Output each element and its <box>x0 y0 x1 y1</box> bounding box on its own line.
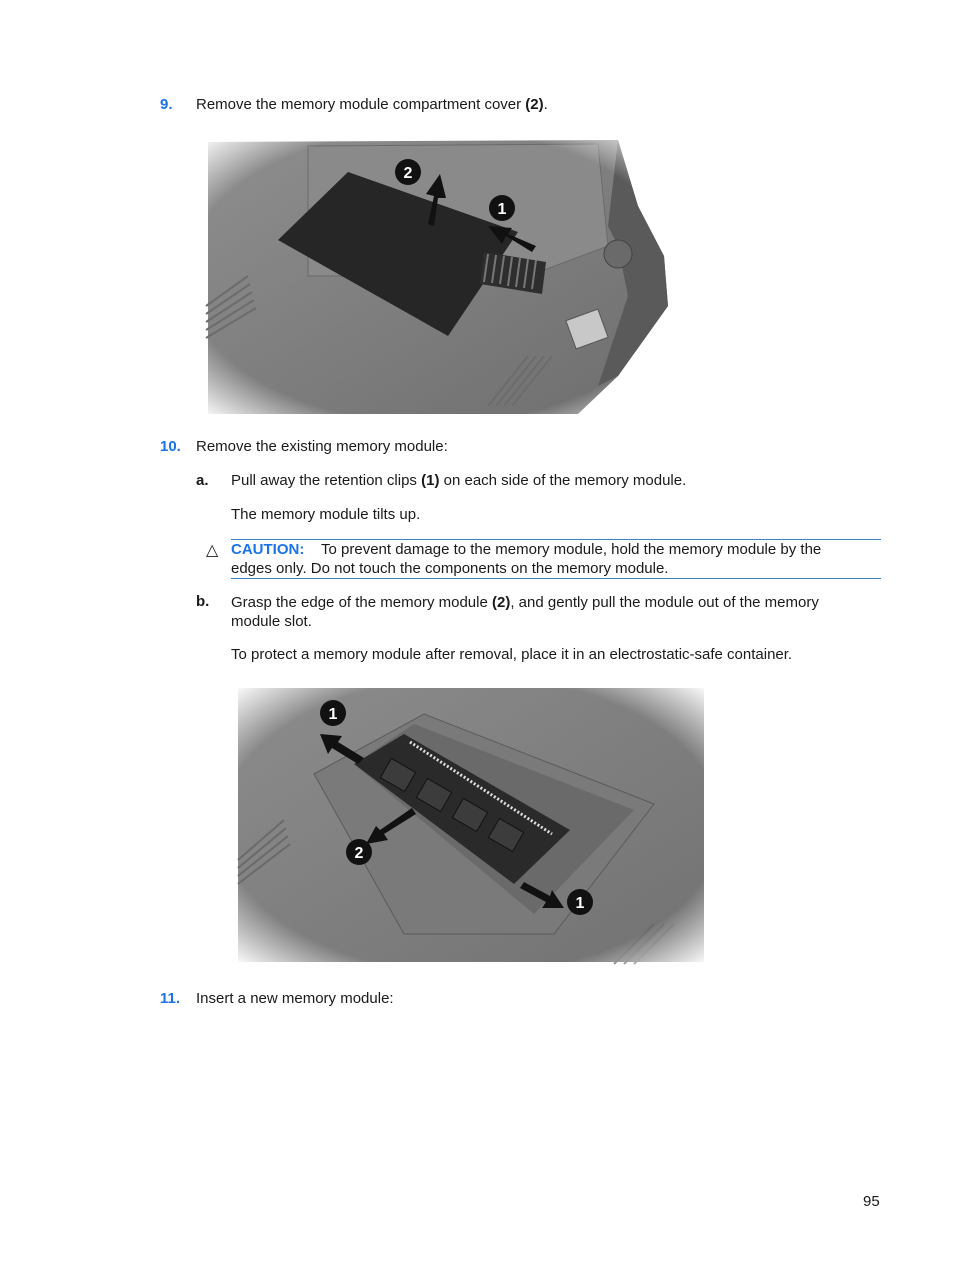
caution-label: CAUTION: <box>231 541 305 558</box>
figure-remove-cover <box>198 136 670 416</box>
caution-line-1: CAUTION: To prevent damage to the memory module, hold the memory module by the <box>231 541 822 558</box>
caution-box <box>231 539 881 579</box>
step-10-text: Remove the existing memory module: <box>196 438 448 455</box>
step-number: 9. <box>160 96 173 113</box>
step-11: 11. <box>160 990 181 1007</box>
step-9-text: Remove the memory module compartment cover (2). <box>196 96 548 113</box>
step-10: 10. <box>160 438 181 455</box>
figure-remove-module <box>234 684 708 966</box>
caution-line-2: edges only. Do not touch the components on the memory module. <box>231 560 669 577</box>
caution-triangle-icon: △ <box>206 542 219 559</box>
substep-a-label: a. <box>196 472 209 489</box>
substep-b-text: Grasp the edge of the memory module (2), and gently pull the module out of the memory module slot. <box>231 594 819 630</box>
substep-b-note: To protect a memory module after removal, place it in an electrostatic-safe container. <box>231 646 793 663</box>
page-number: 95 <box>863 1193 880 1210</box>
step-9 <box>160 96 173 113</box>
substep-a-note: The memory module tilts up. <box>231 506 421 523</box>
step-11-text: Insert a new memory module: <box>196 990 394 1007</box>
substep-b-label: b. <box>196 593 210 610</box>
substep-a-text: Pull away the retention clips (1) on each side of the memory module. <box>231 472 687 489</box>
